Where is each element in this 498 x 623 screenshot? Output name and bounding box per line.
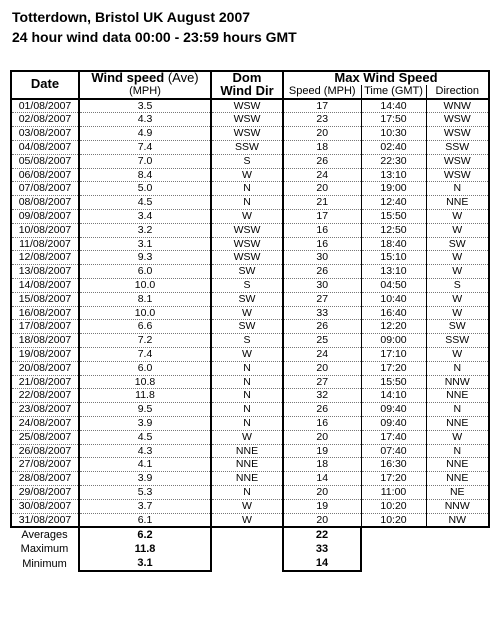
table-row <box>11 347 489 361</box>
time-gmt-header: Time (GMT) <box>361 85 426 99</box>
dom-dir-cell: NNE <box>211 472 283 486</box>
dom-dir-cell: WSW <box>211 251 283 265</box>
avg-speed-cell: 4.1 <box>79 458 211 472</box>
table-row <box>11 251 489 265</box>
summary-label: Averages <box>21 529 68 542</box>
direction-cell: W <box>426 306 489 320</box>
max-speed-cell: 18 <box>283 140 361 154</box>
summary-row <box>11 556 489 571</box>
direction-cell: WSW <box>426 113 489 127</box>
time-cell: 17:10 <box>361 347 426 361</box>
max-speed-cell: 25 <box>283 334 361 348</box>
direction-cell: W <box>426 209 489 223</box>
summary-row <box>11 527 489 542</box>
table-row <box>11 223 489 237</box>
direction-cell: NE <box>426 485 489 499</box>
direction-cell: WSW <box>426 168 489 182</box>
date-cell: 11/08/2007 <box>11 237 79 251</box>
date-cell: 26/08/2007 <box>11 444 79 458</box>
date-cell: 31/08/2007 <box>11 513 79 527</box>
table-row <box>11 127 489 141</box>
dom-dir-cell: NNE <box>211 458 283 472</box>
table-row <box>11 361 489 375</box>
dom-dir-cell: WSW <box>211 223 283 237</box>
summary-row <box>11 542 489 556</box>
avg-speed-cell: 4.3 <box>79 444 211 458</box>
header-row <box>11 71 489 85</box>
max-wind-speed-header: Max Wind Speed <box>283 71 489 85</box>
time-cell: 14:10 <box>361 389 426 403</box>
avg-speed-cell: 10.0 <box>79 278 211 292</box>
date-cell: 05/08/2007 <box>11 154 79 168</box>
table-row <box>11 278 489 292</box>
dom-dir-cell: W <box>211 499 283 513</box>
table-row <box>11 306 489 320</box>
time-cell: 10:20 <box>361 513 426 527</box>
dom-dir-cell: SW <box>211 265 283 279</box>
time-cell: 04:50 <box>361 278 426 292</box>
date-cell: 04/08/2007 <box>11 140 79 154</box>
direction-cell: W <box>426 223 489 237</box>
wind-dir-header: Wind Dir <box>211 85 283 99</box>
summary-avg-value: 6.2 <box>79 527 211 542</box>
dom-dir-cell: WSW <box>211 99 283 113</box>
table-row <box>11 320 489 334</box>
avg-speed-cell: 8.1 <box>79 292 211 306</box>
time-cell: 10:30 <box>361 127 426 141</box>
dom-dir-cell: W <box>211 209 283 223</box>
direction-cell: WSW <box>426 127 489 141</box>
time-cell: 07:40 <box>361 444 426 458</box>
direction-header: Direction <box>426 85 489 99</box>
date-cell: 25/08/2007 <box>11 430 79 444</box>
direction-cell: NNW <box>426 375 489 389</box>
time-cell: 15:50 <box>361 209 426 223</box>
direction-cell: W <box>426 430 489 444</box>
date-cell: 28/08/2007 <box>11 472 79 486</box>
date-cell: 03/08/2007 <box>11 127 79 141</box>
time-cell: 16:40 <box>361 306 426 320</box>
date-cell: 01/08/2007 <box>11 99 79 113</box>
direction-cell: NNE <box>426 472 489 486</box>
table-row <box>11 168 489 182</box>
time-cell: 16:30 <box>361 458 426 472</box>
table-row <box>11 472 489 486</box>
dom-dir-cell: SW <box>211 292 283 306</box>
avg-speed-cell: 5.3 <box>79 485 211 499</box>
time-cell: 10:40 <box>361 292 426 306</box>
avg-speed-cell: 3.9 <box>79 472 211 486</box>
summary-spacer <box>211 556 283 571</box>
max-speed-cell: 20 <box>283 127 361 141</box>
time-cell: 22:30 <box>361 154 426 168</box>
ave-label: (Ave) <box>167 71 199 85</box>
direction-cell: SSW <box>426 140 489 154</box>
dom-dir-cell: S <box>211 154 283 168</box>
time-cell: 09:40 <box>361 403 426 417</box>
max-speed-cell: 19 <box>283 444 361 458</box>
direction-cell: W <box>426 292 489 306</box>
summary-avg-value: 11.8 <box>79 542 211 556</box>
direction-cell: N <box>426 403 489 417</box>
dom-dir-cell: WSW <box>211 237 283 251</box>
direction-cell: S <box>426 278 489 292</box>
table-row <box>11 403 489 417</box>
table-row <box>11 389 489 403</box>
table-row <box>11 209 489 223</box>
date-cell: 18/08/2007 <box>11 334 79 348</box>
time-cell: 09:00 <box>361 334 426 348</box>
table-row <box>11 430 489 444</box>
max-speed-cell: 26 <box>283 320 361 334</box>
max-speed-cell: 26 <box>283 154 361 168</box>
table-row <box>11 99 489 113</box>
time-cell: 11:00 <box>361 485 426 499</box>
date-header: Date <box>11 71 79 99</box>
table-row <box>11 140 489 154</box>
page-title: Totterdown, Bristol UK August 2007 <box>12 9 251 25</box>
max-speed-cell: 32 <box>283 389 361 403</box>
avg-speed-cell: 4.5 <box>79 430 211 444</box>
mph-header: (MPH) <box>79 85 211 99</box>
max-speed-cell: 19 <box>283 499 361 513</box>
time-cell: 17:20 <box>361 361 426 375</box>
date-cell: 30/08/2007 <box>11 499 79 513</box>
avg-speed-cell: 3.1 <box>79 237 211 251</box>
time-cell: 12:40 <box>361 196 426 210</box>
dom-dir-cell: W <box>211 306 283 320</box>
speed-mph-header: Speed (MPH) <box>283 85 361 99</box>
direction-cell: SW <box>426 237 489 251</box>
time-cell: 17:50 <box>361 113 426 127</box>
time-cell: 12:20 <box>361 320 426 334</box>
date-cell: 27/08/2007 <box>11 458 79 472</box>
dom-dir-cell: S <box>211 278 283 292</box>
date-cell: 16/08/2007 <box>11 306 79 320</box>
avg-speed-cell: 5.0 <box>79 182 211 196</box>
dom-dir-cell: WSW <box>211 127 283 141</box>
date-cell: 29/08/2007 <box>11 485 79 499</box>
date-cell: 10/08/2007 <box>11 223 79 237</box>
dom-dir-cell: W <box>211 430 283 444</box>
date-cell: 21/08/2007 <box>11 375 79 389</box>
dom-dir-cell: SW <box>211 320 283 334</box>
avg-speed-cell: 10.8 <box>79 375 211 389</box>
summary-spacer <box>211 542 283 556</box>
time-cell: 18:40 <box>361 237 426 251</box>
table-row <box>11 444 489 458</box>
max-speed-cell: 33 <box>283 306 361 320</box>
avg-speed-cell: 9.5 <box>79 403 211 417</box>
max-speed-cell: 20 <box>283 430 361 444</box>
dom-dir-cell: N <box>211 182 283 196</box>
time-cell: 17:40 <box>361 430 426 444</box>
max-speed-cell: 30 <box>283 251 361 265</box>
date-cell: 08/08/2007 <box>11 196 79 210</box>
summary-spacer <box>426 542 489 556</box>
avg-speed-cell: 11.8 <box>79 389 211 403</box>
avg-speed-cell: 3.7 <box>79 499 211 513</box>
dom-dir-cell: N <box>211 485 283 499</box>
max-speed-cell: 20 <box>283 182 361 196</box>
avg-speed-cell: 6.1 <box>79 513 211 527</box>
table-row <box>11 458 489 472</box>
date-cell: 14/08/2007 <box>11 278 79 292</box>
dom-dir-cell: N <box>211 403 283 417</box>
dom-dir-cell: N <box>211 416 283 430</box>
max-speed-cell: 24 <box>283 168 361 182</box>
max-speed-cell: 26 <box>283 265 361 279</box>
max-speed-cell: 20 <box>283 361 361 375</box>
direction-cell: SW <box>426 320 489 334</box>
max-speed-cell: 27 <box>283 375 361 389</box>
table-row <box>11 292 489 306</box>
max-speed-cell: 20 <box>283 513 361 527</box>
avg-speed-cell: 4.5 <box>79 196 211 210</box>
avg-speed-cell: 9.3 <box>79 251 211 265</box>
time-cell: 10:20 <box>361 499 426 513</box>
table-row <box>11 485 489 499</box>
avg-speed-cell: 3.2 <box>79 223 211 237</box>
date-cell: 15/08/2007 <box>11 292 79 306</box>
avg-speed-cell: 3.9 <box>79 416 211 430</box>
summary-avg-value: 3.1 <box>79 556 211 571</box>
table-row <box>11 154 489 168</box>
avg-speed-cell: 6.6 <box>79 320 211 334</box>
summary-label: Maximum <box>20 543 69 556</box>
avg-speed-cell: 3.5 <box>79 99 211 113</box>
table-row <box>11 416 489 430</box>
avg-speed-cell: 6.0 <box>79 361 211 375</box>
time-cell: 13:10 <box>361 168 426 182</box>
time-cell: 09:40 <box>361 416 426 430</box>
time-cell: 15:50 <box>361 375 426 389</box>
dom-dir-cell: SSW <box>211 140 283 154</box>
direction-cell: NW <box>426 513 489 527</box>
dom-dir-cell: S <box>211 334 283 348</box>
time-cell: 15:10 <box>361 251 426 265</box>
max-speed-cell: 14 <box>283 472 361 486</box>
subheader-row <box>11 85 489 99</box>
max-speed-cell: 23 <box>283 113 361 127</box>
direction-cell: NNE <box>426 416 489 430</box>
wind-speed-label: Wind speed <box>91 71 165 85</box>
avg-speed-cell: 4.3 <box>79 113 211 127</box>
time-cell: 02:40 <box>361 140 426 154</box>
date-cell: 22/08/2007 <box>11 389 79 403</box>
max-speed-cell: 30 <box>283 278 361 292</box>
date-cell: 12/08/2007 <box>11 251 79 265</box>
summary-spacer <box>361 527 426 542</box>
time-cell: 17:20 <box>361 472 426 486</box>
dom-dir-cell: W <box>211 513 283 527</box>
direction-cell: NNE <box>426 389 489 403</box>
summary-spacer <box>361 556 426 571</box>
date-cell: 17/08/2007 <box>11 320 79 334</box>
max-speed-cell: 20 <box>283 485 361 499</box>
dom-dir-cell: N <box>211 361 283 375</box>
direction-cell: NNE <box>426 196 489 210</box>
avg-speed-cell: 7.0 <box>79 154 211 168</box>
wind-speed-header <box>79 71 211 85</box>
dom-dir-cell: N <box>211 389 283 403</box>
table-row <box>11 182 489 196</box>
direction-cell: W <box>426 265 489 279</box>
dom-dir-cell: W <box>211 168 283 182</box>
table-row <box>11 113 489 127</box>
summary-label: Minimum <box>22 557 67 570</box>
table-row <box>11 237 489 251</box>
dom-dir-cell: WSW <box>211 113 283 127</box>
direction-cell: N <box>426 182 489 196</box>
time-cell: 14:40 <box>361 99 426 113</box>
max-speed-cell: 21 <box>283 196 361 210</box>
direction-cell: N <box>426 444 489 458</box>
max-speed-cell: 16 <box>283 223 361 237</box>
table-row <box>11 334 489 348</box>
avg-speed-cell: 7.4 <box>79 347 211 361</box>
direction-cell: N <box>426 361 489 375</box>
dom-header: Dom <box>211 71 283 85</box>
direction-cell: W <box>426 347 489 361</box>
summary-max-value: 22 <box>283 527 361 542</box>
date-cell: 19/08/2007 <box>11 347 79 361</box>
summary-spacer <box>211 527 283 542</box>
date-cell: 13/08/2007 <box>11 265 79 279</box>
time-cell: 19:00 <box>361 182 426 196</box>
dom-dir-cell: W <box>211 347 283 361</box>
date-cell: 07/08/2007 <box>11 182 79 196</box>
avg-speed-cell: 7.2 <box>79 334 211 348</box>
direction-cell: NNW <box>426 499 489 513</box>
date-cell: 20/08/2007 <box>11 361 79 375</box>
summary-spacer <box>426 527 489 542</box>
max-speed-cell: 17 <box>283 209 361 223</box>
max-speed-cell: 26 <box>283 403 361 417</box>
dom-dir-cell: NNE <box>211 444 283 458</box>
max-speed-cell: 16 <box>283 416 361 430</box>
date-cell: 06/08/2007 <box>11 168 79 182</box>
table-row <box>11 513 489 527</box>
time-cell: 13:10 <box>361 265 426 279</box>
date-cell: 02/08/2007 <box>11 113 79 127</box>
max-speed-cell: 27 <box>283 292 361 306</box>
avg-speed-cell: 7.4 <box>79 140 211 154</box>
avg-speed-cell: 4.9 <box>79 127 211 141</box>
table-row <box>11 196 489 210</box>
summary-spacer <box>426 556 489 571</box>
direction-cell: W <box>426 251 489 265</box>
table-row <box>11 375 489 389</box>
summary-spacer <box>361 542 426 556</box>
dom-dir-cell: N <box>211 196 283 210</box>
dom-dir-cell: N <box>211 375 283 389</box>
wind-data-table <box>10 70 490 572</box>
summary-max-value: 14 <box>283 556 361 571</box>
direction-cell: WSW <box>426 154 489 168</box>
avg-speed-cell: 8.4 <box>79 168 211 182</box>
avg-speed-cell: 6.0 <box>79 265 211 279</box>
table-row <box>11 265 489 279</box>
max-speed-cell: 17 <box>283 99 361 113</box>
summary-max-value: 33 <box>283 542 361 556</box>
max-speed-cell: 16 <box>283 237 361 251</box>
time-cell: 12:50 <box>361 223 426 237</box>
direction-cell: WNW <box>426 99 489 113</box>
avg-speed-cell: 3.4 <box>79 209 211 223</box>
date-cell: 23/08/2007 <box>11 403 79 417</box>
max-speed-cell: 18 <box>283 458 361 472</box>
direction-cell: NNE <box>426 458 489 472</box>
page-subtitle: 24 hour wind data 00:00 - 23:59 hours GMT <box>12 29 297 45</box>
avg-speed-cell: 10.0 <box>79 306 211 320</box>
table-row <box>11 499 489 513</box>
date-cell: 24/08/2007 <box>11 416 79 430</box>
date-cell: 09/08/2007 <box>11 209 79 223</box>
direction-cell: SSW <box>426 334 489 348</box>
max-speed-cell: 24 <box>283 347 361 361</box>
